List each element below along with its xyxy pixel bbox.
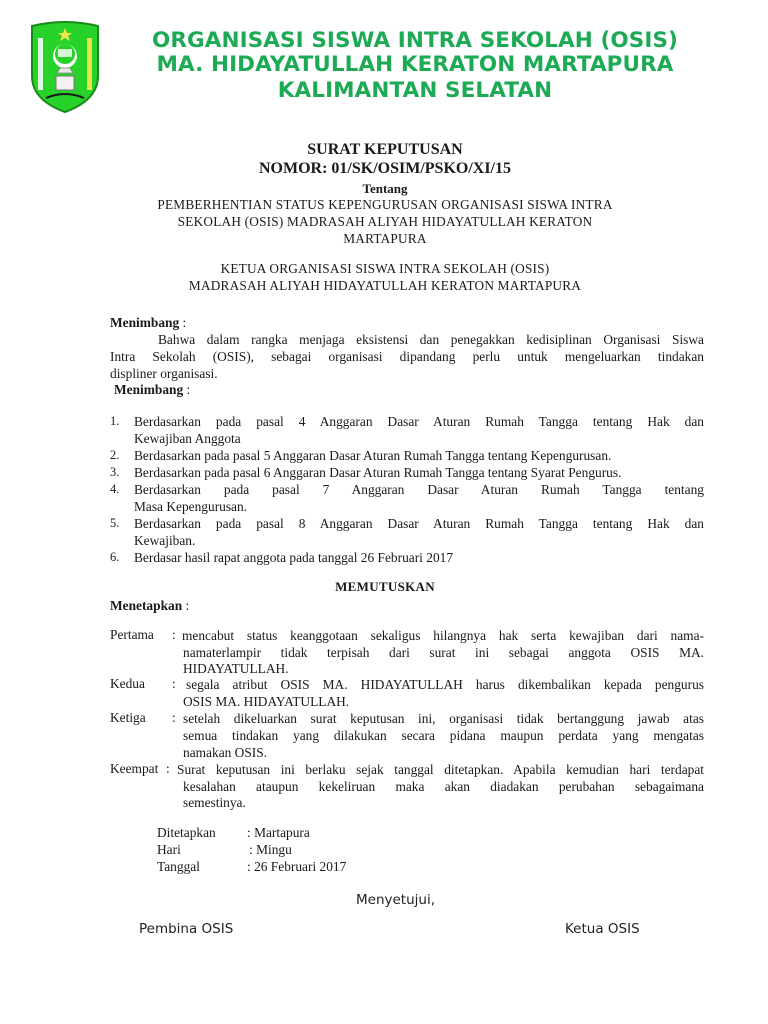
approval-label: Menyetujui,	[356, 892, 436, 908]
menetapkan-colon: :	[182, 598, 190, 613]
decision-kedua-line-2: OSIS MA. HIDAYATULLAH.	[183, 694, 350, 709]
list-item-number-3: 3.	[110, 465, 120, 479]
decision-pertama-line-1: mencabut status keanggotaan sekaligus hilangnya hak serta kewajiban dari nama-	[182, 628, 704, 643]
menimbang-paragraph-line-2: Intra Sekolah (OSIS), sebagai organisasi dipandang perlu untuk mengeluarkan tindakan	[110, 349, 704, 364]
menimbang-label: Menimbang	[110, 315, 180, 330]
decision-pertama-line-3: HIDAYATULLAH.	[183, 661, 289, 676]
subject-line-1: PEMBERHENTIAN STATUS KEPENGURUSAN ORGANISASI SISWA INTRA	[157, 197, 613, 212]
decision-colon-pertama: :	[172, 627, 176, 642]
letterhead-line-2: MA. HIDAYATULLAH KERATON MARTAPURA	[156, 52, 674, 77]
mengingat-label: Menimbang	[114, 382, 184, 397]
crest-icon	[28, 18, 102, 114]
menimbang-paragraph-line-3: displiner organisasi.	[110, 366, 218, 381]
subject-line-2: SEKOLAH (OSIS) MADRASAH ALIYAH HIDAYATULLAH KERATON	[177, 214, 593, 229]
letterhead-line-3: KALIMANTAN SELATAN	[277, 78, 553, 103]
decision-label-keempat: Keempat	[110, 761, 159, 776]
document-number: NOMOR: 01/SK/OSIM/PSKO/XI/15	[258, 160, 511, 177]
decision-ketiga-line-2: semua tindakan yang dilakukan secara pidana maupun perdata yang mengatas	[183, 728, 704, 743]
list-item-number-5: 5.	[110, 516, 120, 530]
about-label: Tentang	[362, 181, 408, 196]
list-item-3-line-1: Berdasarkan pada pasal 6 Anggaran Dasar Aturan Rumah Tangga tentang Syarat Pengurus.	[134, 465, 622, 480]
issuer-line-2: MADRASAH ALIYAH HIDAYATULLAH KERATON MARTAPURA	[188, 278, 582, 293]
decision-pertama-line-2: namaterlampir tidak terpisah dari surat ini sebagai anggota OSIS MA.	[183, 645, 704, 660]
list-item-number-1: 1.	[110, 414, 120, 428]
list-item-5-line-1: Berdasarkan pada pasal 8 Anggaran Dasar Aturan Rumah Tangga tentang Hak dan	[134, 516, 704, 531]
menetapkan-heading	[110, 597, 704, 614]
decision-ketiga-line-3: namakan OSIS.	[183, 745, 268, 760]
menimbang-paragraph-line-1: Bahwa dalam rangka menjaga eksistensi dan penegakkan kedisiplinan Organisasi Siswa	[158, 332, 704, 347]
menimbang-colon: :	[179, 315, 187, 330]
list-item-4-line-2: Masa Kepengurusan.	[134, 499, 248, 514]
decision-colon-ketiga: :	[172, 710, 176, 725]
decision-keempat-line-2: kesalahan ataupun kekeliruan maka akan diadakan perubahan sebagaimana	[183, 779, 704, 794]
decision-label-pertama: Pertama	[110, 627, 154, 642]
list-item-number-2: 2.	[110, 448, 120, 462]
school-crest-logo	[28, 18, 102, 114]
enactment-value-date: : 26 Februari 2017	[247, 859, 347, 874]
letterhead-line-1: ORGANISASI SISWA INTRA SEKOLAH (OSIS)	[152, 28, 678, 53]
decision-keempat-line-3: semestinya.	[183, 795, 246, 810]
list-item-2-line-1: Berdasarkan pada pasal 5 Anggaran Dasar Aturan Rumah Tangga tentang Kepengurusan.	[134, 448, 612, 463]
subject-line-3: MARTAPURA	[343, 231, 427, 246]
issuer-line-1: KETUA ORGANISASI SISWA INTRA SEKOLAH (OSIS)	[220, 261, 550, 276]
list-item-4-line-1: Berdasarkan pada pasal 7 Anggaran Dasar Aturan Rumah Tangga tentang	[134, 482, 704, 497]
list-item-6-line-1: Berdasar hasil rapat anggota pada tanggal 26 Februari 2017	[134, 550, 454, 565]
enactment-label-day: Hari	[157, 842, 181, 857]
decision-label-ketiga: Ketiga	[110, 710, 146, 725]
mengingat-colon: :	[183, 382, 191, 397]
enactment-label-place: Ditetapkan	[157, 825, 216, 840]
list-item-number-4: 4.	[110, 482, 120, 496]
signature-pembina: Pembina OSIS	[139, 921, 234, 937]
decision-ketiga-line-1: setelah dikeluarkan surat keputusan ini, organisasi tidak bertanggung jawab atas	[183, 711, 704, 726]
mengingat-heading	[114, 381, 708, 398]
decision-colon-kedua: :	[172, 676, 176, 691]
list-item-5-line-2: Kewajiban.	[134, 533, 196, 548]
decision-label-kedua: Kedua	[110, 676, 145, 691]
decision-colon-keempat: :	[166, 761, 170, 776]
decision-kedua-line-1: segala atribut OSIS MA. HIDAYATULLAH harus dikembalikan kepada pengurus	[186, 677, 704, 692]
enactment-value-place: : Martapura	[247, 825, 310, 840]
signature-ketua: Ketua OSIS	[565, 921, 640, 937]
enactment-label-date: Tanggal	[157, 859, 200, 874]
document-title: SURAT KEPUTUSAN	[307, 141, 463, 158]
list-item-1-line-1: Berdasarkan pada pasal 4 Anggaran Dasar Aturan Rumah Tangga tentang Hak dan	[134, 414, 704, 429]
menetapkan-label: Menetapkan	[110, 598, 183, 613]
decision-heading: MEMUTUSKAN	[335, 579, 435, 594]
enactment-value-day: : Mingu	[249, 842, 292, 857]
list-item-1-line-2: Kewajiban Anggota	[134, 431, 241, 446]
list-item-number-6: 6.	[110, 550, 120, 564]
menimbang-heading	[110, 314, 704, 331]
decision-keempat-line-1: Surat keputusan ini berlaku sejak tanggal ditetapkan. Apabila kemudian hari terdapat	[177, 762, 704, 777]
